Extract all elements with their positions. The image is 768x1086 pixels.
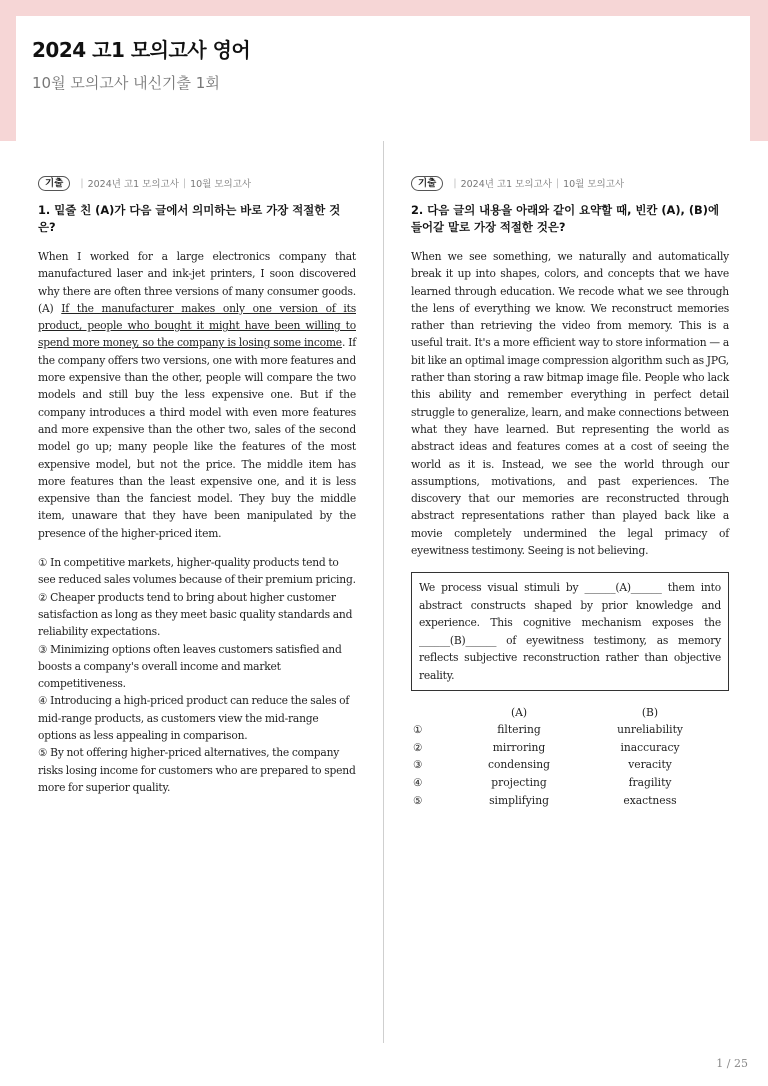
answer-row [411,721,711,739]
choice-a: filtering [497,723,541,737]
meta-separator: | [80,177,84,189]
choice-number: ① [413,723,423,737]
option-1: ① In competitive markets, higher-quality products tend to see reduced sales volumes because of their premium pricing. [38,556,356,587]
answer-choices-table [411,703,711,809]
question-1 [38,175,356,796]
answer-row [411,739,711,757]
question-1-title: 1. 밑줄 친 (A)가 다음 글에서 의미하는 바로 가장 적절한 것은? [38,203,341,234]
choice-a: mirroring [492,740,546,754]
meta-separator: | [453,177,457,189]
question-1-meta [38,175,356,191]
question-2-meta [411,175,729,191]
page-subtitle: 10월 모의고사 내신기출 1회 [32,74,220,92]
passage-text: When I worked for a large electronics company that manufactured laser and ink-jet printers, I soon discovered why there are often three versions of many consumer goods. (A) [38,250,356,315]
header-col-b: (B) [641,705,659,719]
choice-b: unreliability [617,723,683,737]
page-number: 1 / 25 [716,1057,748,1070]
option-4: ④ Introducing a high-priced product can reduce the sales of mid-range products, as customers view the mid-range options as less appealing in comparison. [38,694,350,743]
source-year: 2024년 고1 모의고사 [87,179,179,190]
header-col-a: (A) [510,705,528,719]
source-badge: 기출 [38,176,70,191]
column-divider [383,141,384,1043]
choice-b: veracity [628,758,672,772]
answer-header-row [411,703,711,721]
answer-row [411,756,711,774]
question-1-passage [38,248,356,542]
page-title: 2024 고1 모의고사 영어 [32,38,251,62]
choice-a: condensing [488,758,550,772]
underlined-phrase-a: If the manufacturer makes only one version of its product, people who bought it might have been willing to spend more money, so the company is losing some income [38,301,356,350]
question-2 [411,175,729,809]
choice-b: inaccuracy [620,740,680,754]
option-3: ③ Minimizing options often leaves customers satisfied and boosts a company's overall income and market competitiveness. [38,642,342,691]
meta-separator: | [182,177,187,189]
summary-box: We process visual stimuli by ______(A)______ them into abstract constructs shaped by prior knowledge and experience. This cognitive mechanism exposes the ______(B)______ of eyewitness testimony, as memory reflects subjective reconstruction rather than objective reality. [411,572,729,691]
answer-row [411,791,711,809]
source-month: 10월 모의고사 [563,179,625,190]
choice-number: ② [413,740,423,754]
choice-number: ④ [413,776,423,790]
choice-number: ⑤ [413,793,423,807]
source-year: 2024년 고1 모의고사 [460,179,552,190]
choice-b: fragility [628,776,672,790]
passage-text: . If the company offers two versions, one with more features and more expensive than the other, people will compare the two models and still buy the less expensive one. But if the company introduces a third model with even more features and more expensive than the other two, sales of the second model go up; many people like the features of the most expensive model, but not the price. The middle item has more features than the least expensive one, and it is less expensive than the fanciest model. They buy the middle item, unaware that they have been manipulated by the presence of the higher-priced item. [38,336,356,540]
choice-number: ③ [413,758,423,772]
choice-a: projecting [491,776,547,790]
question-2-title: 2. 다음 글의 내용을 아래와 같이 요약할 때, 빈칸 (A), (B)에 들어갈 말로 가장 적절한 것은? [411,203,719,234]
answer-row [411,774,711,792]
meta-separator: | [555,177,560,189]
choice-b: exactness [623,793,677,807]
question-2-passage: When we see something, we naturally and automatically break it up into shapes, colors, and concepts that we have learned through education. We recode what we see through the lens of everything we know. We reconstruct memories rather than retrieving the video from memory. This is a useful trait. It's a more efficient way to store information — a bit like an optimal image compression algorithm such as JPG, rather than storing a raw bitmap image file. People who lack this ability and remember everything in perfect detail struggle to generalize, learn, and make connections between what they have learned. But representing the world as abstract ideas and features comes at a cost of seeing the world as it is. Instead, we see the world through our assumptions, motivations, and past experiences. The discovery that our memories are reconstructed through abstract representations rather than played back like a movie completely undermined the legal primacy of eyewitness testimony. Seeing is not believing. [411,250,729,558]
choice-a: simplifying [489,793,549,807]
question-1-options [38,554,356,796]
option-5: ⑤ By not offering higher-priced alternatives, the company risks losing income for customers who are prepared to spend more for superior quality. [38,746,356,794]
source-badge: 기출 [411,176,443,191]
header-num [411,703,449,721]
option-2: ② Cheaper products tend to bring about higher customer satisfaction as long as they meet basic quality standards and reliability expectations. [38,590,353,639]
source-month: 10월 모의고사 [190,179,252,190]
